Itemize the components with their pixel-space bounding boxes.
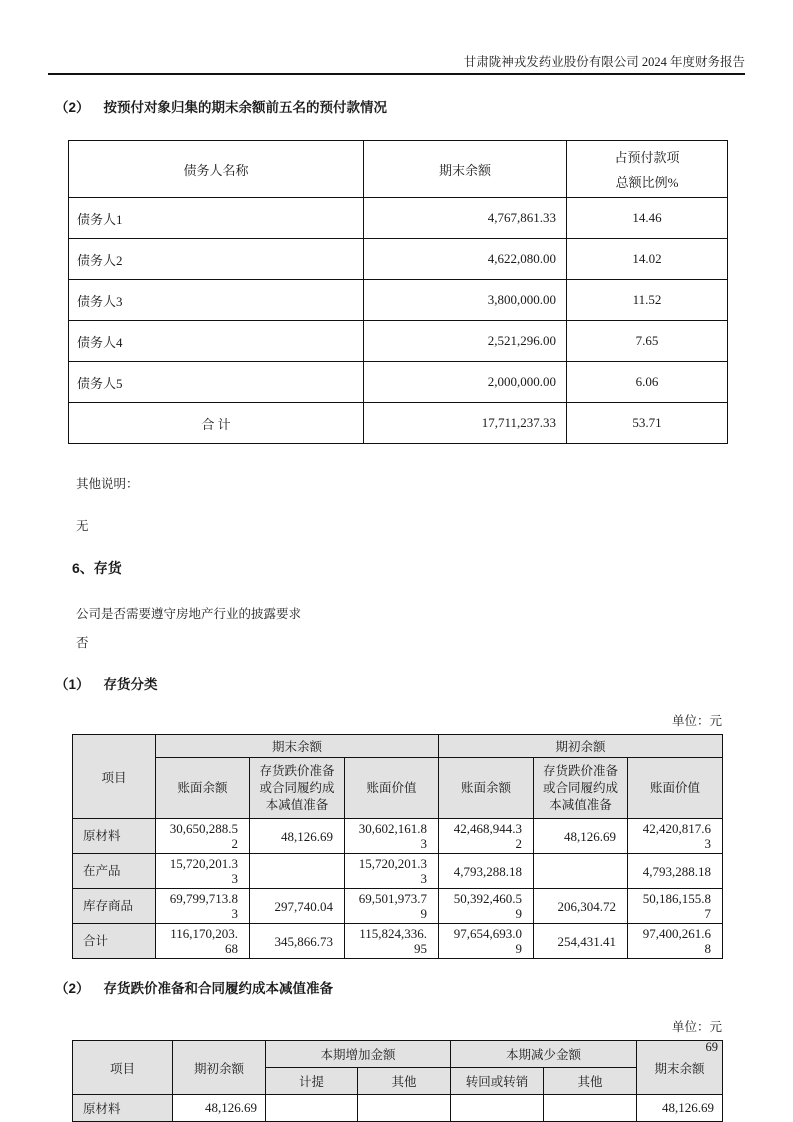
- value-cell: 30,602,161.83: [345, 819, 439, 854]
- group-header-opening: 期初余额: [439, 735, 723, 758]
- ratio-cell: 14.46: [567, 198, 728, 239]
- inventory-section-heading: 6、存货: [72, 560, 122, 576]
- inventory-provision-table: [72, 1040, 723, 1122]
- group-header-decrease: 本期减少金额: [451, 1041, 637, 1068]
- debtor-name-cell: 债务人4: [69, 321, 364, 362]
- col-header-item: 项目: [73, 1041, 173, 1095]
- table-row: [73, 854, 723, 889]
- table-row: [69, 280, 728, 321]
- other-decrease-cell: [544, 1095, 637, 1122]
- value-cell: 48,126.69: [250, 819, 345, 854]
- value-cell: 4,793,288.18: [439, 854, 534, 889]
- value-cell: 69,501,973.79: [345, 889, 439, 924]
- group-header-increase: 本期增加金额: [266, 1041, 451, 1068]
- col-header-item: 项目: [73, 735, 156, 819]
- page-number: 69: [705, 1040, 718, 1054]
- balance-cell: 4,622,080.00: [364, 239, 567, 280]
- table-row: [73, 819, 723, 854]
- value-cell: [250, 854, 345, 889]
- prepayment-table: [68, 140, 728, 444]
- debtor-name-cell: 债务人2: [69, 239, 364, 280]
- heading-number: （2）: [55, 100, 90, 115]
- value-cell: 15,720,201.33: [156, 854, 250, 889]
- inventory-provision-heading: [55, 977, 793, 997]
- col-header-opening-balance: 期初余额: [173, 1041, 266, 1095]
- table-row: [69, 198, 728, 239]
- value-cell: 50,392,460.59: [439, 889, 534, 924]
- value-cell: 42,468,944.32: [439, 819, 534, 854]
- item-cell: 原材料: [73, 1095, 173, 1122]
- ratio-cell: 6.06: [567, 362, 728, 403]
- value-cell: 115,824,336.95: [345, 924, 439, 959]
- closing-balance-cell: 48,126.69: [637, 1095, 723, 1122]
- inventory-classification-table: [72, 734, 723, 959]
- value-cell: 206,304.72: [534, 889, 628, 924]
- col-header-closing-balance: 期末余额: [364, 141, 567, 198]
- item-cell: 合计: [73, 924, 156, 959]
- other-note-label: 其他说明：: [76, 477, 139, 491]
- debtor-name-cell: 债务人3: [69, 280, 364, 321]
- group-header-row: [73, 1041, 723, 1068]
- col-header-provision: 存货跌价准备或合同履约成本减值准备: [250, 758, 345, 819]
- balance-cell: 3,800,000.00: [364, 280, 567, 321]
- col-header-book-value: 账面价值: [345, 758, 439, 819]
- total-balance-cell: 17,711,237.33: [364, 403, 567, 444]
- table-row: [69, 239, 728, 280]
- opening-balance-cell: 48,126.69: [173, 1095, 266, 1122]
- other-note-value: 无: [76, 519, 89, 533]
- col-header-debtor-name: 债务人名称: [69, 141, 364, 198]
- prepayment-table-header-row: [69, 141, 728, 198]
- heading-text: 按预付对象归集的期末余额前五名的预付款情况: [103, 100, 388, 115]
- balance-cell: 2,521,296.00: [364, 321, 567, 362]
- unit-label: 单位：元: [671, 714, 722, 728]
- col-header-accrual: 计提: [266, 1068, 358, 1095]
- table-row: [69, 362, 728, 403]
- value-cell: 69,799,713.83: [156, 889, 250, 924]
- report-header-title: 甘肃陇神戎发药业股份有限公司 2024 年度财务报告: [463, 55, 745, 69]
- col-header-other-increase: 其他: [358, 1068, 451, 1095]
- col-header-book-balance: 账面余额: [439, 758, 534, 819]
- col-header-reversal: 转回或转销: [451, 1068, 544, 1095]
- value-cell: 116,170,203.68: [156, 924, 250, 959]
- debtor-name-cell: 债务人5: [69, 362, 364, 403]
- report-header: [48, 0, 745, 75]
- disclosure-answer: 否: [76, 636, 89, 650]
- accrual-cell: [266, 1095, 358, 1122]
- balance-cell: 2,000,000.00: [364, 362, 567, 403]
- col-header-ratio-line1: 占预付款项: [614, 150, 680, 165]
- col-header-ratio-line2: 总额比例%: [615, 175, 679, 190]
- value-cell: 254,431.41: [534, 924, 628, 959]
- total-label-cell: 合 计: [69, 403, 364, 444]
- heading-text: 存货分类: [103, 677, 158, 692]
- value-cell: 97,400,261.68: [628, 924, 723, 959]
- item-cell: 原材料: [73, 819, 156, 854]
- disclosure-question: 公司是否需要遵守房地产行业的披露要求: [76, 607, 302, 621]
- col-header-ratio: [567, 141, 728, 198]
- value-cell: 48,126.69: [534, 819, 628, 854]
- sub-header-row: [73, 758, 723, 819]
- heading-number: （1）: [55, 677, 90, 692]
- value-cell: [534, 854, 628, 889]
- group-header-row: [73, 735, 723, 758]
- col-header-provision: 存货跌价准备或合同履约成本减值准备: [534, 758, 628, 819]
- prepayment-section-heading: [55, 96, 793, 116]
- col-header-closing-balance: 期末余额: [637, 1041, 723, 1095]
- heading-text: 存货跌价准备和合同履约成本减值准备: [103, 981, 334, 996]
- total-ratio-cell: 53.71: [567, 403, 728, 444]
- total-row: [69, 403, 728, 444]
- table-row: [73, 889, 723, 924]
- col-header-book-balance: 账面余额: [156, 758, 250, 819]
- value-cell: 97,654,693.09: [439, 924, 534, 959]
- value-cell: 50,186,155.87: [628, 889, 723, 924]
- col-header-book-value: 账面价值: [628, 758, 723, 819]
- ratio-cell: 7.65: [567, 321, 728, 362]
- debtor-name-cell: 债务人1: [69, 198, 364, 239]
- other-increase-cell: [358, 1095, 451, 1122]
- value-cell: 42,420,817.63: [628, 819, 723, 854]
- item-cell: 库存商品: [73, 889, 156, 924]
- total-row: [73, 924, 723, 959]
- value-cell: 15,720,201.33: [345, 854, 439, 889]
- value-cell: 297,740.04: [250, 889, 345, 924]
- value-cell: 30,650,288.52: [156, 819, 250, 854]
- value-cell: 4,793,288.18: [628, 854, 723, 889]
- item-cell: 在产品: [73, 854, 156, 889]
- inventory-classification-heading: [55, 673, 793, 693]
- heading-number: （2）: [55, 981, 90, 996]
- unit-label: 单位：元: [671, 1020, 722, 1034]
- table-row: [69, 321, 728, 362]
- ratio-cell: 11.52: [567, 280, 728, 321]
- ratio-cell: 14.02: [567, 239, 728, 280]
- value-cell: 345,866.73: [250, 924, 345, 959]
- col-header-other-decrease: 其他: [544, 1068, 637, 1095]
- reversal-cell: [451, 1095, 544, 1122]
- group-header-closing: 期末余额: [156, 735, 439, 758]
- balance-cell: 4,767,861.33: [364, 198, 567, 239]
- table-row: [73, 1095, 723, 1122]
